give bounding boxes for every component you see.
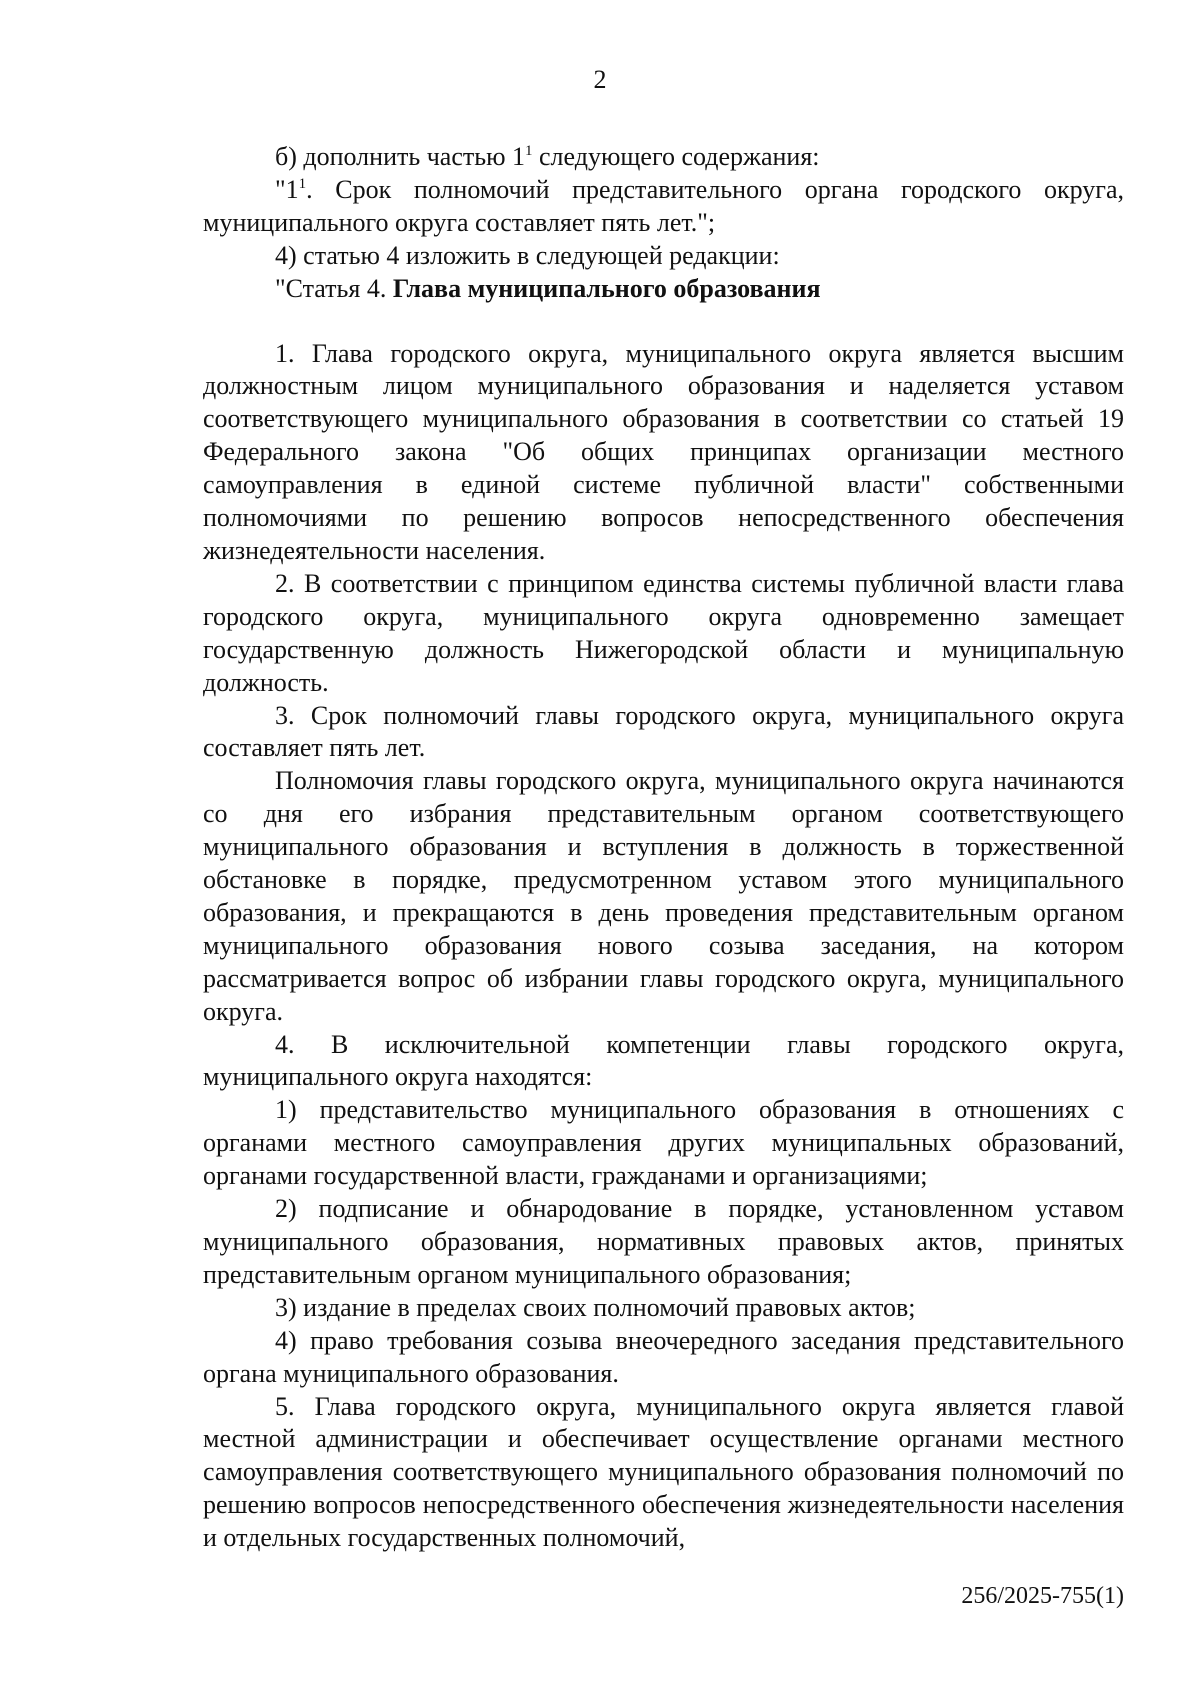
paragraph-clause-1: 1. Глава городского округа, муниципального округа является высшим должностным лицом муниципального образования и наделяется уставом соответствующего муниципального образования в соответствии со статьей 19 Федерального закона "Об общих принципах организации местного самоуправления в единой системе публичной власти" собственными полномочиями по решению вопросов непосредственного обеспечения жизнедеятельности населения. — [203, 338, 1124, 565]
paragraph-part-1-1 — [203, 174, 1124, 240]
paragraph-text: . Срок полномочий представительного органа городского округа, муниципального округа составляет пять лет."; — [203, 174, 1124, 237]
paragraph-text: б) дополнить частью 1 — [275, 142, 526, 171]
document-body — [203, 141, 1124, 1555]
paragraph-clause-4: 4. В исключительной компетенции главы городского округа, муниципального округа находятся: — [203, 1029, 1124, 1092]
paragraph-clause-3: 3. Срок полномочий главы городского округа, муниципального округа составляет пять лет. — [203, 700, 1124, 763]
paragraph-clause-2: 2. В соответствии с принципом единства системы публичной власти глава городского округа, муниципального округа одновременно замещает государственную должность Нижегородской области и муниципальную должность. — [203, 568, 1124, 697]
paragraph-item-3: 3) издание в пределах своих полномочий правовых актов; — [275, 1292, 916, 1322]
article-prefix: "Статья 4. — [275, 273, 393, 303]
paragraph-item-1: 1) представительство муниципального образования в отношениях с органами местного самоуправления других муниципальных образований, органами государственной власти, гражданами и организациями; — [203, 1095, 1124, 1191]
paragraph-item-2: 2) подписание и обнародование в порядке, установленном уставом муниципального образования, нормативных правовых актов, принятых представительным органом муниципального образования; — [203, 1194, 1124, 1289]
paragraph-amendment-4: 4) статью 4 изложить в следующей редакции: — [275, 240, 780, 270]
paragraph-amendment-b — [203, 141, 1124, 174]
article-title: Глава муниципального образования — [392, 273, 821, 303]
article-heading — [203, 273, 1124, 306]
paragraph-item-4: 4) право требования созыва внеочередного заседания представительного органа муниципального образования. — [203, 1325, 1124, 1388]
paragraph-text: следующего содержания: — [532, 142, 820, 171]
document-code: 256/2025-755(1) — [961, 1583, 1124, 1609]
superscript: 1 — [298, 175, 307, 192]
paragraph-clause-3-powers: Полномочия главы городского округа, муниципального округа начинаются со дня его избрания представительным органом соответствующего муниципального образования и вступления в должность в торжественной обстановке в порядке, предусмотренном уставом этого муниципального образования, и прекращаются в день проведения представительным органом муниципального образования нового созыва заседания, на котором рассматривается вопрос об избрании главы городского округа, муниципального округа. — [203, 766, 1124, 1026]
superscript: 1 — [525, 143, 533, 159]
paragraph-clause-5: 5. Глава городского округа, муниципального округа является главой местной администрации и обеспечивает осуществление органами местного самоуправления соответствующего муниципального образования полномочий по решению вопросов непосредственного обеспечения жизнедеятельности населения и отдельных государственных полномочий, — [203, 1391, 1124, 1553]
page-number: 2 — [593, 65, 607, 94]
paragraph-text: "1 — [275, 174, 299, 204]
